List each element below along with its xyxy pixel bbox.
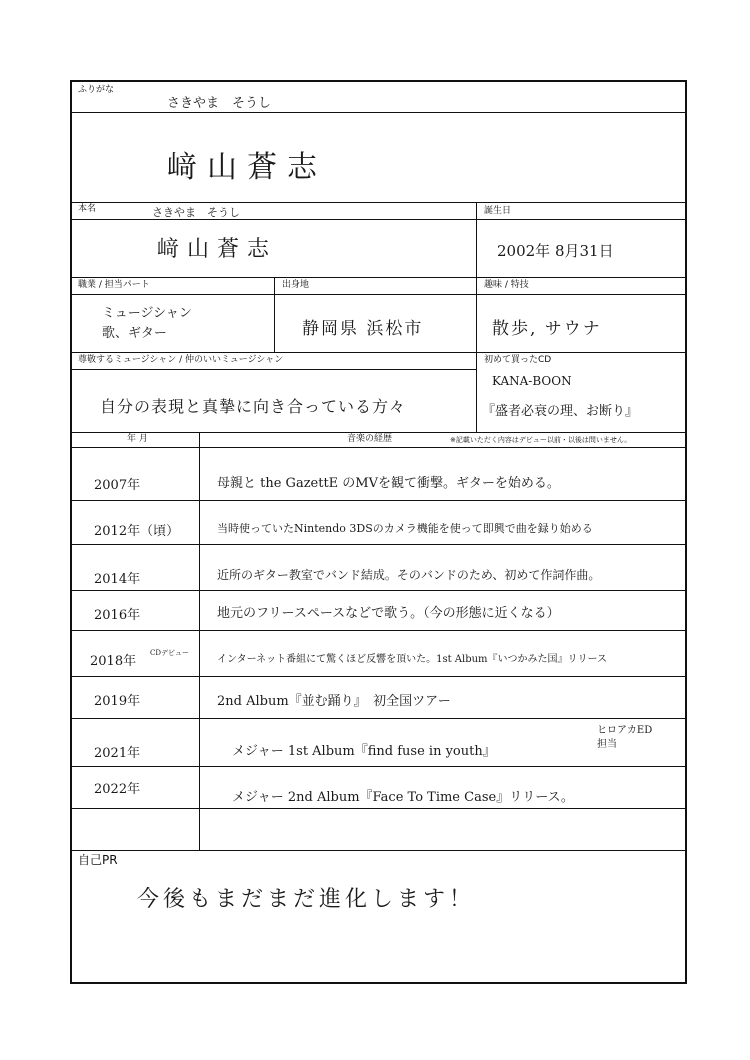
divider xyxy=(72,219,687,220)
divider xyxy=(72,369,476,370)
history-year: 2014年 xyxy=(94,572,141,587)
divider xyxy=(72,766,687,767)
divider xyxy=(476,202,477,277)
occupation-line-1: ミュージシャン xyxy=(102,306,192,321)
divider xyxy=(72,808,687,809)
divider xyxy=(72,718,687,719)
history-year: 2007年 xyxy=(94,478,141,493)
birthday-value: 2002年 8月31日 xyxy=(497,242,614,260)
furigana-label: ふりがな xyxy=(78,85,115,95)
divider xyxy=(476,352,477,432)
honmyo-furigana: さきやま そうし xyxy=(152,206,240,219)
divider xyxy=(72,676,687,677)
self-pr-value: 今後もまだまだ進化します！ xyxy=(137,887,476,912)
hometown-value: 静岡県 浜松市 xyxy=(302,319,424,339)
respect-label: 尊敬するミュージシャン / 仲のいいミュージシャン xyxy=(78,355,284,365)
divider xyxy=(72,630,687,631)
first-cd-title: 『盛者必衰の理、お断り』 xyxy=(482,404,639,419)
divider xyxy=(72,447,687,448)
history-detail-header: 音楽の経歴 xyxy=(347,434,393,444)
history-year: 2012年（頃） xyxy=(94,524,180,539)
first-cd-artist: KANA-BOON xyxy=(492,374,572,388)
honmyo-name: 﨑山蒼志 xyxy=(157,237,278,262)
profile-sheet xyxy=(70,80,687,984)
divider xyxy=(72,544,687,545)
history-text: 地元のフリースペースなどで歌う。（今の形態に近くなる） xyxy=(217,606,560,621)
honmyo-label: 本名 xyxy=(78,204,97,214)
hobby-value: 散歩, サウナ xyxy=(492,319,602,339)
history-year: 2019年 xyxy=(94,694,141,709)
divider xyxy=(72,850,687,851)
history-text: 母親と the GazettE のMVを観て衝撃。ギターを始める。 xyxy=(217,476,560,491)
history-year-note: CDデビュー xyxy=(150,649,189,657)
history-year-header: 年 月 xyxy=(127,434,148,444)
divider xyxy=(72,432,687,433)
history-text: インターネット番組にて驚くほど反響を頂いた。1st Album『いつかみた国』リリース xyxy=(217,654,608,665)
furigana-value: さきやま そうし xyxy=(167,96,272,111)
divider xyxy=(72,112,687,113)
divider xyxy=(72,202,687,203)
divider xyxy=(72,352,687,353)
respect-value: 自分の表現と真摯に向き合っている方々 xyxy=(100,397,407,416)
birthday-label: 誕生日 xyxy=(484,206,512,216)
occupation-label: 職業 / 担当パート xyxy=(78,280,150,290)
occupation-line-2: 歌、ギター xyxy=(102,326,167,341)
divider xyxy=(274,277,275,352)
history-text: メジャー 2nd Album『Face To Time Case』リリース。 xyxy=(232,790,574,805)
history-note: ※記載いただく内容はデビュー以前・以後は問いません。 xyxy=(450,436,632,444)
history-year: 2016年 xyxy=(94,608,141,623)
divider xyxy=(476,277,477,352)
first-cd-label: 初めて買ったCD xyxy=(484,355,552,365)
history-text: 当時使っていたNintendo 3DSのカメラ機能を使って即興で曲を録り始める xyxy=(217,522,593,535)
divider xyxy=(72,500,687,501)
history-year: 2021年 xyxy=(94,746,141,761)
divider xyxy=(72,277,687,278)
history-text: メジャー 1st Album『find fuse in youth』 xyxy=(232,744,496,759)
hobby-label: 趣味 / 特技 xyxy=(484,280,529,290)
divider xyxy=(199,432,200,850)
history-text: 近所のギター教室でバンド結成。そのバンドのため、初めて作詞作曲。 xyxy=(217,568,601,582)
history-side-note: ヒロアカED 担当 xyxy=(597,725,653,750)
history-year: 2022年 xyxy=(94,782,141,797)
hometown-label: 出身地 xyxy=(282,280,310,290)
display-name: 﨑山蒼志 xyxy=(167,150,327,185)
history-text: 2nd Album『並む踊り』 初全国ツアー xyxy=(217,694,451,709)
self-pr-label: 自己PR xyxy=(78,853,118,867)
divider xyxy=(72,590,687,591)
divider xyxy=(72,294,687,295)
history-year: 2018年 xyxy=(90,654,137,669)
